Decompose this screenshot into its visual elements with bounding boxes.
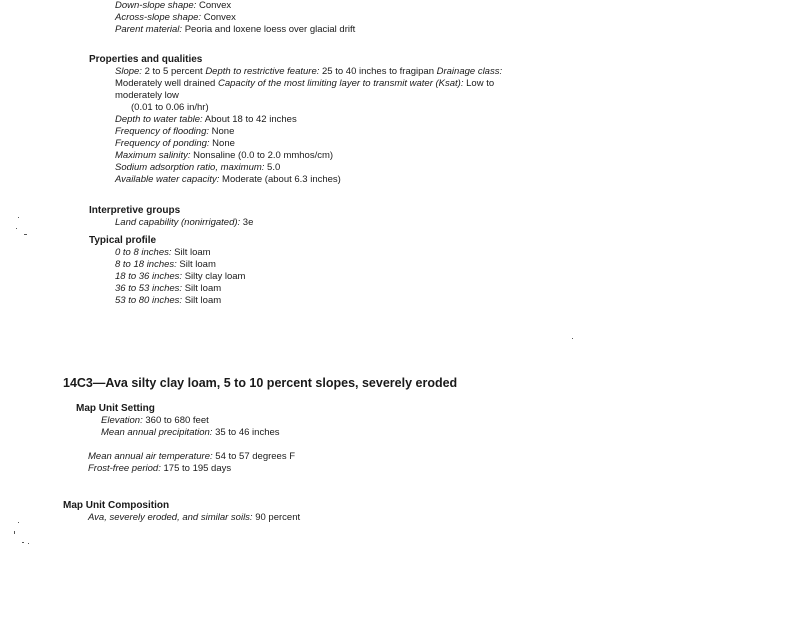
air-temperature-line	[88, 451, 295, 462]
down-slope-line	[115, 0, 231, 11]
across-slope-value: Convex	[201, 12, 236, 23]
parent-material-value: Peoria and loxene loess over glacial drift	[182, 24, 356, 35]
layer-texture: Silt loam	[176, 259, 216, 270]
across-slope-label: Across-slope shape:	[115, 12, 202, 23]
land-capability-value: 3e	[240, 217, 254, 228]
typical-profile-heading: Typical profile	[89, 235, 157, 246]
drainage-class-value: Moderately well drained	[115, 78, 218, 89]
across-slope-line	[115, 12, 236, 23]
profile-layer	[115, 295, 221, 306]
composition-line	[88, 512, 300, 523]
salinity-line	[115, 150, 333, 161]
composition-label: Ava, severely eroded, and similar soils:	[88, 512, 253, 523]
map-unit-title: 14C3—Ava silty clay loam, 5 to 10 percent slopes, severely eroded	[63, 376, 458, 390]
ksat-value: Low to	[463, 78, 495, 89]
layer-depth: 18 to 36 inches:	[115, 271, 183, 282]
precipitation-value: 35 to 46 inches	[212, 427, 280, 438]
layer-texture: Silt loam	[182, 283, 222, 294]
layer-depth: 8 to 18 inches:	[115, 259, 177, 270]
layer-texture: Silt loam	[171, 247, 211, 258]
elevation-value: 360 to 680 feet	[142, 415, 209, 426]
water-table-label: Depth to water table:	[115, 114, 203, 125]
elevation-line	[101, 415, 209, 426]
slope-label: Slope:	[115, 66, 142, 77]
properties-heading: Properties and qualities	[89, 54, 203, 65]
parent-material-line	[115, 24, 355, 35]
elevation-label: Elevation:	[101, 415, 143, 426]
air-temperature-value: 54 to 57 degrees F	[212, 451, 296, 462]
profile-layer	[115, 271, 245, 282]
ksat-label: Capacity of the most limiting layer to transmit water (Ksat):	[217, 78, 464, 89]
salinity-value: Nonsaline (0.0 to 2.0 mmhos/cm)	[190, 150, 334, 161]
layer-texture: Silty clay loam	[182, 271, 246, 282]
slope-value: 2 to 5 percent	[141, 66, 206, 77]
frost-free-line	[88, 463, 231, 474]
layer-depth: 53 to 80 inches:	[115, 295, 183, 306]
frost-free-label: Frost-free period:	[88, 463, 161, 474]
properties-line-3: moderately low	[115, 90, 179, 101]
layer-texture: Silt loam	[182, 295, 222, 306]
properties-line-2	[115, 78, 494, 89]
scan-speck	[28, 543, 29, 544]
scan-speck	[22, 542, 24, 543]
composition-value: 90 percent	[252, 512, 301, 523]
flooding-value: None	[209, 126, 235, 137]
precipitation-line	[101, 427, 280, 438]
parent-material-label: Parent material:	[115, 24, 183, 35]
scan-speck	[16, 228, 17, 229]
water-capacity-value: Moderate (about 6.3 inches)	[219, 174, 341, 185]
flooding-line	[115, 126, 234, 137]
flooding-label: Frequency of flooding:	[115, 126, 210, 137]
depth-restrictive-value: 25 to 40 inches to fragipan	[319, 66, 437, 77]
down-slope-label: Down-slope shape:	[115, 0, 197, 11]
interpretive-heading: Interpretive groups	[89, 205, 181, 216]
sodium-value: 5.0	[264, 162, 281, 173]
sodium-line	[115, 162, 280, 173]
air-temperature-label: Mean annual air temperature:	[88, 451, 213, 462]
ponding-label: Frequency of ponding:	[115, 138, 210, 149]
scan-speck	[18, 522, 19, 523]
scan-speck	[18, 217, 19, 218]
properties-line-1	[115, 66, 502, 77]
down-slope-value: Convex	[196, 0, 232, 11]
map-unit-setting-heading: Map Unit Setting	[76, 403, 155, 414]
layer-depth: 0 to 8 inches:	[115, 247, 172, 258]
scan-speck	[24, 234, 27, 235]
profile-layer	[115, 247, 211, 258]
salinity-label: Maximum salinity:	[115, 150, 191, 161]
water-capacity-line	[115, 174, 341, 185]
ponding-line	[115, 138, 235, 149]
profile-layer	[115, 283, 221, 294]
water-capacity-label: Available water capacity:	[115, 174, 220, 185]
frost-free-value: 175 to 195 days	[160, 463, 232, 474]
profile-layer	[115, 259, 216, 270]
land-capability-line	[115, 217, 253, 228]
precipitation-label: Mean annual precipitation:	[101, 427, 213, 438]
water-table-value: About 18 to 42 inches	[202, 114, 297, 125]
map-unit-composition-heading: Map Unit Composition	[63, 500, 170, 511]
scan-speck	[572, 338, 573, 339]
layer-depth: 36 to 53 inches:	[115, 283, 183, 294]
scan-speck	[14, 531, 15, 534]
depth-restrictive-label: Depth to restrictive feature:	[205, 66, 320, 77]
water-table-line	[115, 114, 297, 125]
sodium-label: Sodium adsorption ratio, maximum:	[115, 162, 265, 173]
drainage-class-label: Drainage class:	[436, 66, 503, 77]
land-capability-label: Land capability (nonirrigated):	[115, 217, 241, 228]
ksat-range: (0.01 to 0.06 in/hr)	[131, 102, 209, 113]
ponding-value: None	[209, 138, 235, 149]
